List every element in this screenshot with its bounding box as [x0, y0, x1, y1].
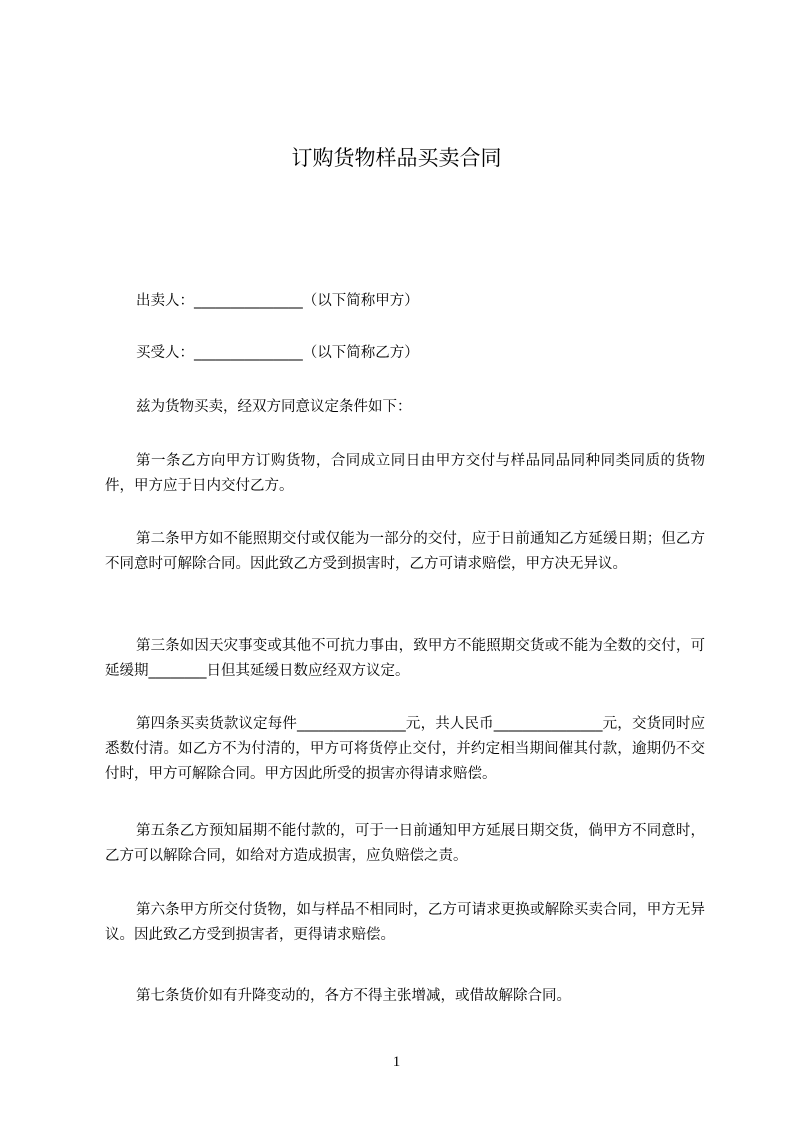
- article-4: 第四条买卖货款议定每件_______________元，共人民币_______________元，交货同时应悉数付清。如乙方不为付清的，甲方可将货停止交付，并约定相当期间催其付款，逾期仍不交付时，甲方可解除合同。甲方因此所受的损害亦得请求赔偿。: [105, 716, 705, 782]
- document-title: 订购货物样品买卖合同: [291, 146, 502, 170]
- article-5: 第五条乙方预知届期不能付款的，可于一日前通知甲方延展日期交货，倘甲方不同意时，乙方可以解除合同，如给对方造成损害，应负赔偿之责。: [105, 823, 705, 864]
- seller-line: 出卖人：_______________（以下简称甲方）: [136, 293, 419, 309]
- page-number: 1: [392, 1054, 401, 1070]
- article-6: 第六条甲方所交付货物，如与样品不相同时，乙方可请求更换或解除买卖合同，甲方无异议。因此致乙方受到损害者，更得请求赔偿。: [105, 902, 705, 943]
- article-1: 第一条乙方向甲方订购货物，合同成立同日由甲方交付与样品同品同种同类同质的货物件，甲方应于日内交付乙方。: [105, 453, 705, 494]
- article-3: 第三条如因天灾事变或其他不可抗力事由，致甲方不能照期交货或不能为全数的交付，可延缓期________日但其延缓日数应经双方议定。: [105, 638, 705, 679]
- preamble: 兹为货物买卖，经双方同意议定条件如下：: [136, 399, 412, 415]
- buyer-line: 买受人：_______________（以下简称乙方）: [136, 345, 419, 361]
- article-2: 第二条甲方如不能照期交付或仅能为一部分的交付，应于日前通知乙方延缓日期；但乙方不同意时可解除合同。因此致乙方受到损害时，乙方可请求赔偿，甲方决无异议。: [105, 531, 705, 572]
- article-7: 第七条货价如有升降变动的，各方不得主张增减，或借故解除合同。: [136, 988, 571, 1004]
